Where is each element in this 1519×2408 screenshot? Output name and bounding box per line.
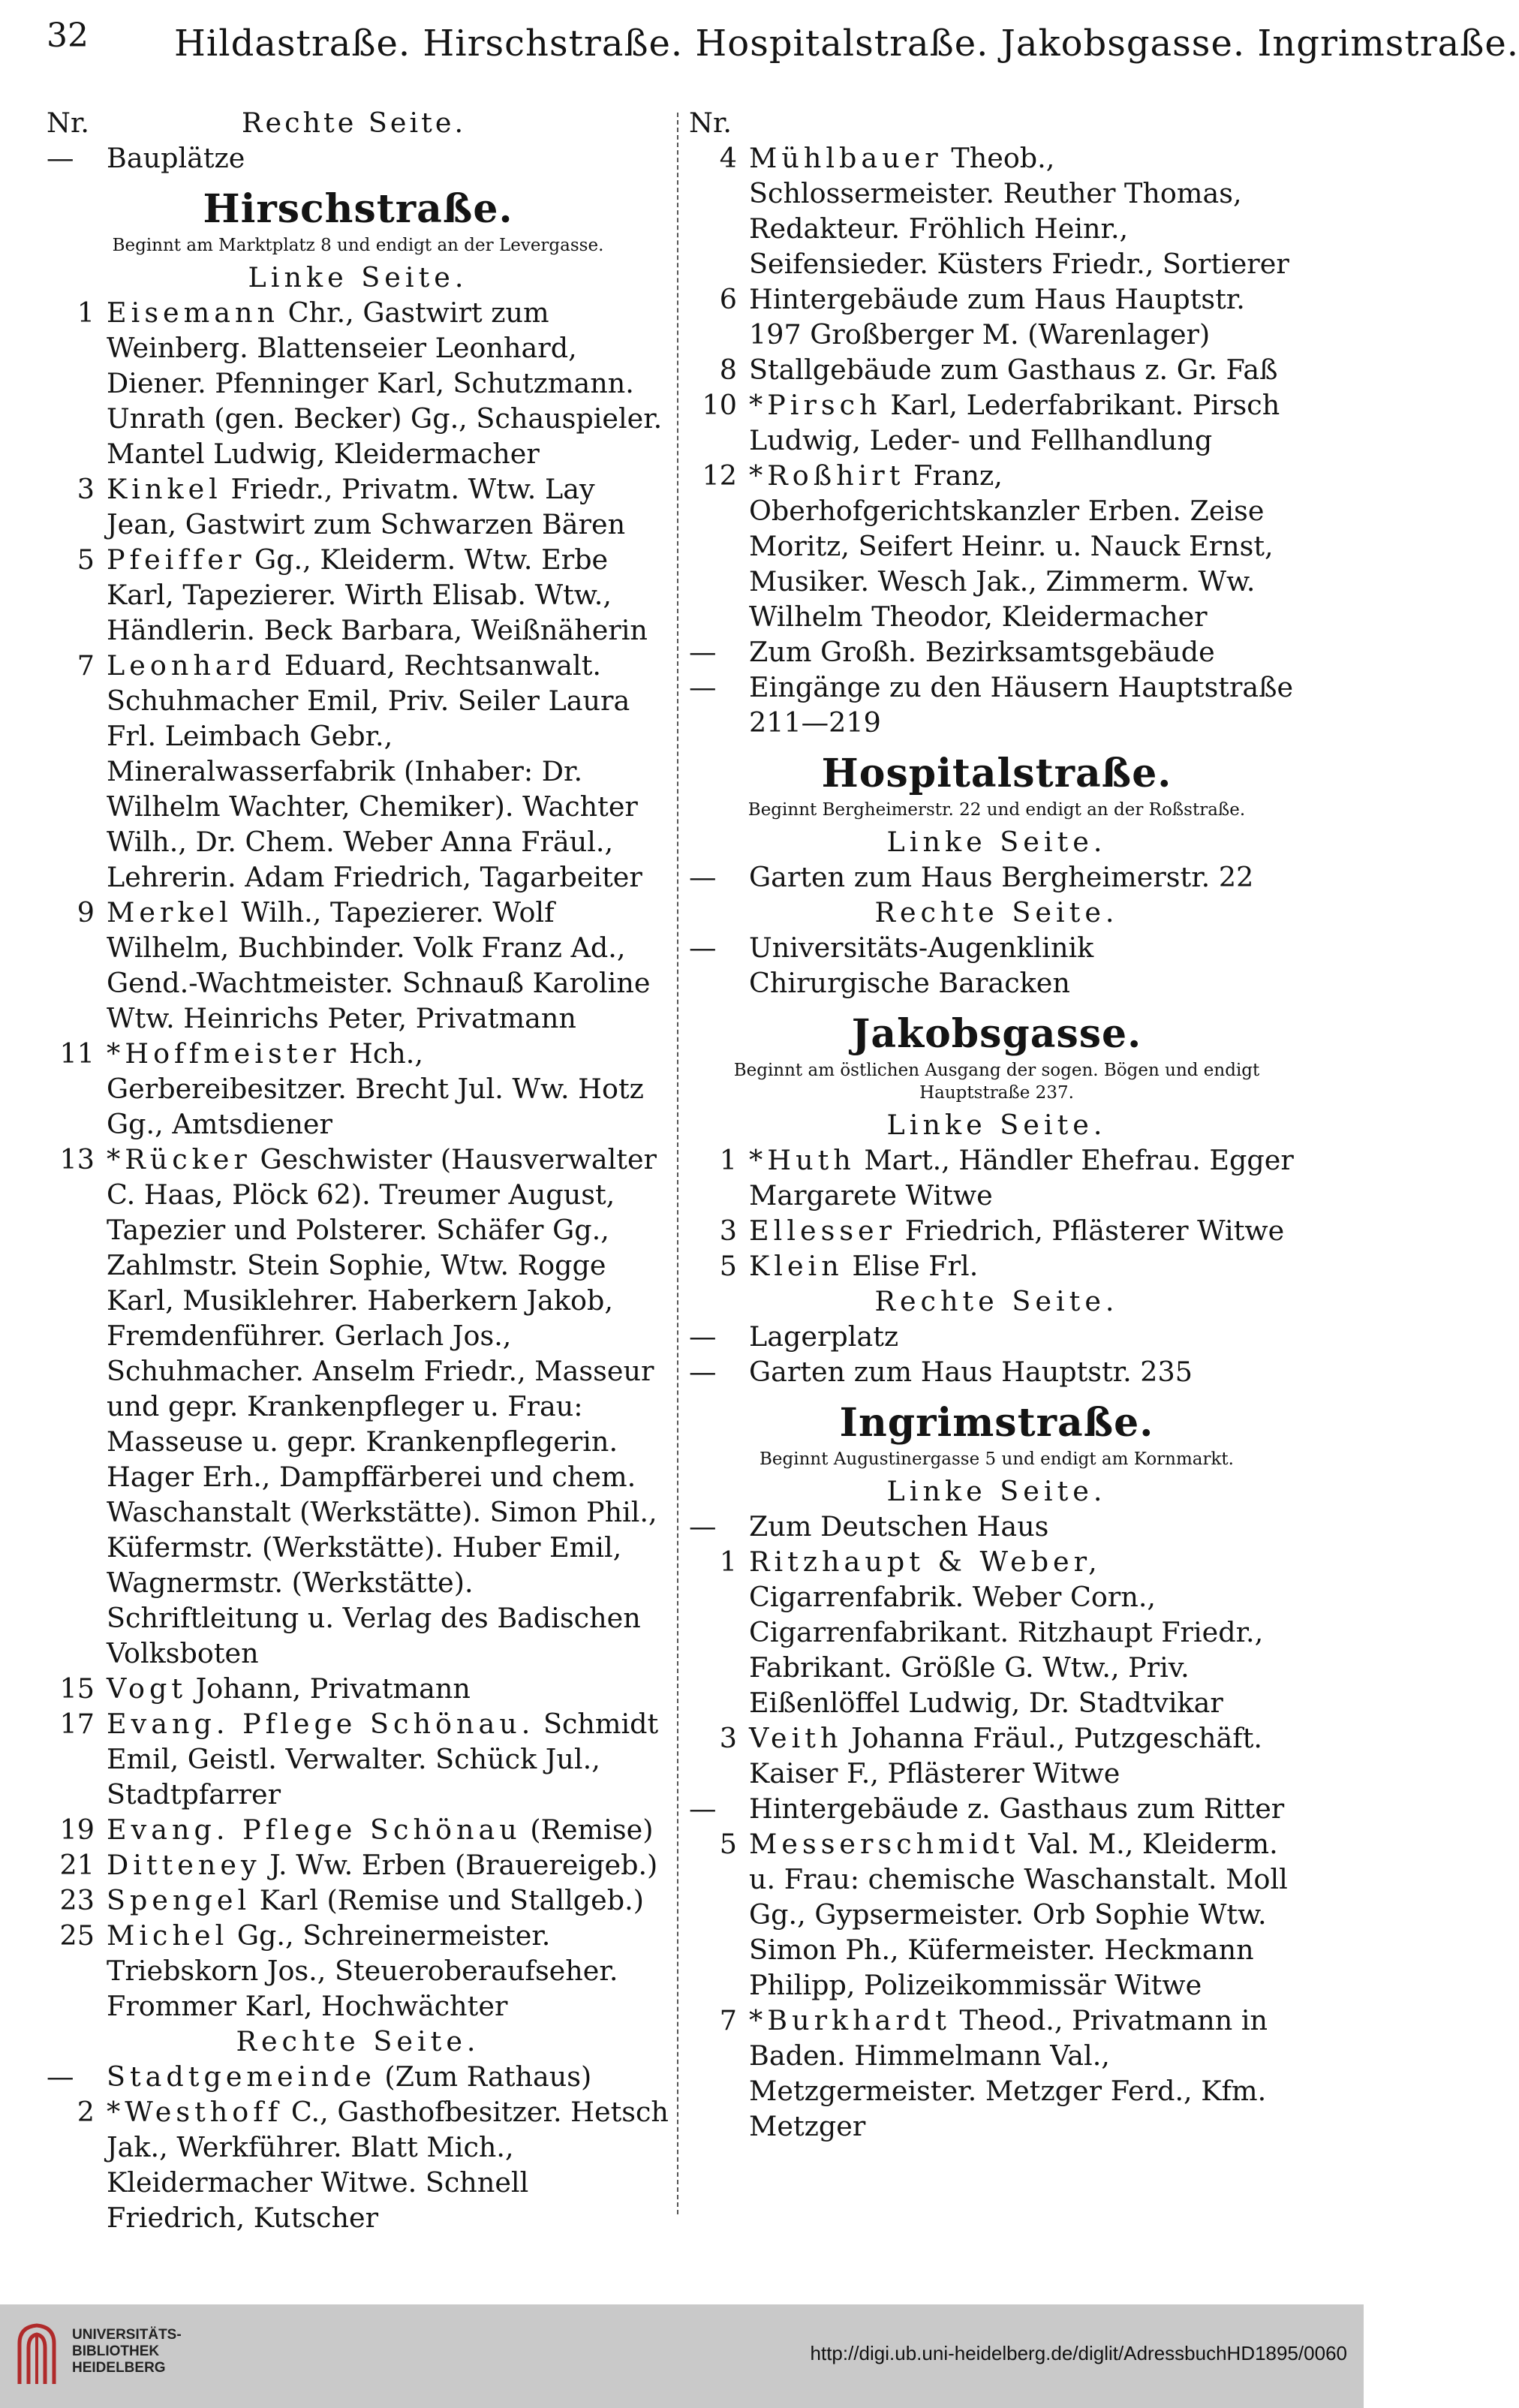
entry-text: Universitäts-Augenklinik [749,932,1094,964]
house-number: — [689,1320,717,1353]
left-side-label: Linke Seite. [886,826,1107,858]
house-number: 8 [719,354,737,386]
entry-list [689,140,1304,740]
directory-entry [689,458,1304,634]
directory-entry [47,542,669,648]
directory-entry [689,1354,1304,1389]
street-description: Beginnt am östlichen Ausgang der sogen. Bögen und endigt Hauptstraße 237. [733,1061,1260,1103]
entry-text: (Zum Rathaus) [384,2060,592,2093]
owner-name: Spengel [107,1884,251,1916]
house-number: 7 [719,2004,737,2036]
entry-text: (Remise) [530,1814,654,1846]
entry-text: Lagerplatz [749,1320,899,1353]
entry-text: Elise Frl. [852,1250,979,1282]
directory-entry [47,895,669,1036]
street-description: Beginnt am Marktplatz 8 und endigt an der Levergasse. [112,236,604,255]
directory-entry [689,1826,1304,2003]
house-number: 19 [59,1814,95,1846]
owner-name: *Roßhirt [749,459,905,492]
house-number: — [689,861,717,893]
directory-entry [689,281,1304,352]
directory-entry [47,140,669,176]
right-side-label: Rechte Seite. [236,2025,480,2057]
directory-entry [689,387,1304,458]
library-name-line: HEIDELBERG [72,2360,166,2376]
entry-text: Johann, Privatmann [195,1672,471,1705]
entry-text: Johanna Fräul., Putzgeschäft. Kaiser F., Pflästerer Witwe [749,1722,1263,1789]
directory-entry [689,1791,1304,1826]
entry-list [689,1319,1304,1389]
directory-entry [689,859,1304,895]
street-title-hospitalstrasse: Hospitalstraße. [821,751,1172,796]
running-head: Hildastraße. Hirschstraße. Hospitalstraße. Jakobsgasse. Ingrimstraße. [174,23,1519,65]
entry-list [689,1509,1304,2144]
directory-entry [689,930,1304,965]
house-number: — [689,1792,717,1825]
entry-text: Wilh., Tapezierer. Wolf Wilhelm, Buchbinder. Volk Franz Ad., Gend.-Wachtmeister. Schnauß Karoline Wtw. Heinrichs Peter, Privatmann [107,896,651,1034]
right-side-label: Rechte Seite. [874,1285,1119,1317]
library-logo-icon [15,2321,59,2388]
left-column [47,105,669,2235]
entry-text: Garten zum Haus Bergheimerstr. 22 [749,861,1254,893]
owner-name: Veith [749,1722,843,1754]
right-side-label: Rechte Seite. [874,896,1119,929]
directory-entry [47,2059,669,2094]
owner-name: Evang. Pflege Schönau. [107,1708,535,1740]
street-description: Beginnt Bergheimerstr. 22 und endigt an der Roßstraße. [747,800,1246,820]
entry-text: Schmidt Emil, Geistl. Verwalter. Schück Jul., Stadtpfarrer [107,1708,659,1811]
directory-entry [47,1918,669,2024]
pre-entries [47,140,669,176]
entry-text: Chr., Gastwirt zum Weinberg. Blattenseier Leonhard, Diener. Pfenninger Karl, Schutzmann. Unrath (gen. Becker) Gg., Schauspieler. Mantel Ludwig, Kleidermacher [107,296,663,470]
entry-text: Karl (Remise und Stallgeb.) [259,1884,644,1916]
house-number: 11 [59,1037,95,1070]
directory-entry [689,1142,1304,1213]
directory-entry [689,1720,1304,1791]
entry-list [689,1142,1304,1284]
column-divider [677,113,678,2214]
house-number: 3 [719,1722,737,1754]
directory-entry [689,2003,1304,2144]
directory-entry [689,670,1304,740]
directory-entry [689,140,1304,281]
entry-list [47,295,669,2024]
house-number: 5 [719,1250,737,1282]
source-url-link[interactable]: http://digi.ub.uni-heidelberg.de/diglit/AdressbuchHD1895/0060 [810,2342,1347,2364]
house-number: 3 [719,1215,737,1247]
owner-name: *Westhoff [107,2096,283,2128]
entry-text: Mart., Händler Ehefrau. Egger Margarete Witwe [749,1144,1294,1212]
entry-text: J. Ww. Erben (Brauereigeb.) [269,1849,658,1881]
entry-text: Hch., Gerbereibesitzer. Brecht Jul. Ww. Hotz Gg., Amtsdiener [107,1037,644,1140]
owner-name: *Rücker [107,1143,251,1175]
directory-entry [689,965,1304,1001]
directory-entry [689,1248,1304,1284]
entry-text: Bauplätze [107,142,245,174]
owner-name: Ritzhaupt & Weber, [749,1546,1102,1578]
house-number: — [689,1510,717,1543]
entry-text: Hintergebäude zum Haus Hauptstr. 197 Großberger M. (Warenlager) [749,283,1245,351]
directory-entry [689,1544,1304,1720]
house-number: 1 [719,1144,737,1176]
entry-text: Garten zum Haus Hauptstr. 235 [749,1356,1193,1388]
directory-entry [47,1142,669,1671]
entry-text: Theod., Privatmann in Baden. Himmelmann Val., Metzgermeister. Metzger Ferd., Kfm. Metzger [749,2004,1268,2142]
entry-text: Friedrich, Pflästerer Witwe [904,1215,1285,1247]
owner-name: *Burkhardt [749,2004,951,2036]
directory-entry [47,1812,669,1847]
street-title-jakobsgasse: Jakobsgasse. [851,1011,1142,1057]
directory-entry [689,1509,1304,1544]
directory-entry [689,1213,1304,1248]
street-description: Beginnt Augustinergasse 5 und endigt am Kornmarkt. [760,1449,1234,1469]
owner-name: Klein [749,1250,844,1282]
entry-list [47,2059,669,2235]
owner-name: *Pirsch [749,389,882,421]
house-number: — [47,2060,74,2093]
directory-entry [689,352,1304,387]
house-number: 12 [702,459,737,492]
house-number: 21 [59,1849,95,1881]
directory-entry [47,648,669,895]
entry-text: Gg., Schreinermeister. Triebskorn Jos., Steueroberaufseher. Frommer Karl, Hochwächter [107,1919,618,2022]
house-number: — [689,932,717,964]
house-number: 2 [77,2096,95,2128]
footer-bar [0,2304,1364,2408]
house-number: — [689,636,717,668]
house-number: 1 [719,1546,737,1578]
entry-text: Chirurgische Baracken [749,967,1070,999]
street-title-ingrimstrasse: Ingrimstraße. [839,1400,1154,1446]
house-number: 13 [59,1143,95,1175]
owner-name: Vogt [107,1672,188,1705]
left-side-label: Linke Seite. [886,1109,1107,1141]
owner-name: Mühlbauer [749,142,943,174]
house-number: 25 [59,1919,95,1952]
owner-name: Pfeiffer [107,543,246,576]
entry-text: Franz, Oberhofgerichtskanzler Erben. Zeise Moritz, Seifert Heinr. u. Nauck Ernst, Musiker. Wesch Jak., Zimmerm. Ww. Wilhelm Theodor, Kleidermacher [749,459,1274,633]
entry-text: Theob., Schlossermeister. Reuther Thomas, Redakteur. Fröhlich Heinr., Seifensieder. Küsters Friedr., Sortierer [749,142,1289,280]
entry-text: Geschwister (Hausverwalter C. Haas, Plöck 62). Treumer August, Tapezier und Polsterer. Schäfer Gg., Zahlmstr. Stein Sophie, Wtw. Rogge Karl, Musiklehrer. Haberkern Jakob, Fremdenführer. Gerlach Jos., Schuhmacher. Anselm Friedr., Masseur und gepr. Krankenpfleger u. Frau: Masseuse u. gepr. Krankenpflegerin. Hager Erh., Dampffärberei und chem. Waschanstalt (Werkstätte). Simon Phil., Küfermstr. (Werkstätte). Huber Emil, Wagnermstr. (Werkstätte). Schriftleitung u. Verlag des Badischen Volksboten [107,1143,657,1669]
house-number: 6 [719,283,737,315]
house-number: 3 [77,473,95,505]
directory-entry [689,634,1304,670]
owner-name: Evang. Pflege Schönau [107,1814,522,1846]
directory-entry [47,1706,669,1812]
directory-entry [47,2094,669,2235]
entry-text: Zum Deutschen Haus [749,1510,1049,1543]
entry-text: Gg., Kleiderm. Wtw. Erbe Karl, Tapezierer. Wirth Elisab. Wtw., Händlerin. Beck Barbara, Weißnäherin [107,543,648,646]
street-title-hirschstrasse: Hirschstraße. [203,186,513,232]
directory-entry [689,1319,1304,1354]
entry-text: Friedr., Privatm. Wtw. Lay Jean, Gastwirt zum Schwarzen Bären [107,473,626,540]
owner-name: Merkel [107,896,233,929]
nr-label: Nr. [689,107,732,139]
directory-entry [47,1847,669,1883]
right-column [689,105,1304,2144]
owner-name: Stadtgemeinde [107,2060,376,2093]
nr-label: Nr. [47,107,89,139]
directory-entry [47,471,669,542]
house-number: — [689,1356,717,1388]
house-number: 9 [77,896,95,929]
entry-list [689,859,1304,895]
left-side-label: Linke Seite. [248,261,468,293]
entry-list [689,930,1304,1001]
left-side-label: Linke Seite. [886,1475,1107,1507]
house-number: 4 [719,142,737,174]
library-name [72,2327,182,2376]
house-number: 1 [77,296,95,329]
directory-entry [47,295,669,471]
entry-text: C., Gasthofbesitzer. Hetsch Jak., Werkführer. Blatt Mich., Kleidermacher Witwe. Schnell Friedrich, Kutscher [107,2096,669,2234]
nr-header-row [47,105,669,140]
house-number: 7 [77,649,95,682]
entry-text: Val. M., Kleiderm. u. Frau: chemische Waschanstalt. Moll Gg., Gypsermeister. Orb Sophie Wtw. Simon Ph., Küfermeister. Heckmann Philipp, Polizeikommissär Witwe [749,1828,1288,2001]
owner-name: Ditteney [107,1849,261,1881]
house-number: 23 [59,1884,95,1916]
right-side-label: Rechte Seite. [242,107,467,139]
directory-entry [47,1883,669,1918]
owner-name: Kinkel [107,473,222,505]
directory-entry [47,1036,669,1142]
owner-name: Messerschmidt [749,1828,1020,1860]
entry-text: Hintergebäude z. Gasthaus zum Ritter [749,1792,1285,1825]
owner-name: Ellesser [749,1215,897,1247]
owner-name: Leonhard [107,649,276,682]
house-number: 17 [59,1708,95,1740]
owner-name: *Huth [749,1144,856,1176]
owner-name: Michel [107,1919,229,1952]
entry-text: Eduard, Rechtsanwalt. Schuhmacher Emil, Priv. Seiler Laura Frl. Leimbach Gebr., Mineralwasserfabrik (Inhaber: Dr. Wilhelm Wachter, Chemiker). Wachter Wilh., Dr. Chem. Weber Anna Fräul., Lehrerin. Adam Friedrich, Tagarbeiter [107,649,642,893]
library-name-line: BIBLIOTHEK [72,2343,160,2359]
house-number: — [47,142,74,174]
nr-header-row [689,105,1304,140]
entry-text: Eingänge zu den Häusern Hauptstraße 211—219 [749,671,1294,739]
owner-name: *Hoffmeister [107,1037,341,1070]
owner-name: Eisemann [107,296,280,329]
directory-entry [47,1671,669,1706]
house-number: 5 [77,543,95,576]
entry-text: Cigarrenfabrik. Weber Corn., Cigarrenfabrikant. Ritzhaupt Friedr., Fabrikant. Größle G. Wtw., Priv. Eißenlöffel Ludwig, Dr. Stadtvikar [749,1581,1264,1719]
entry-text: Stallgebäude zum Gasthaus z. Gr. Faß [749,354,1278,386]
entry-text: Zum Großh. Bezirksamtsgebäude [749,636,1215,668]
house-number: 15 [59,1672,95,1705]
house-number: 5 [719,1828,737,1860]
entry-text: Karl, Lederfabrikant. Pirsch Ludwig, Leder- und Fellhandlung [749,389,1280,456]
page-number: 32 [47,17,89,55]
house-number: 10 [702,389,737,421]
house-number: — [689,671,717,703]
library-name-line: UNIVERSITÄTS- [72,2327,182,2343]
